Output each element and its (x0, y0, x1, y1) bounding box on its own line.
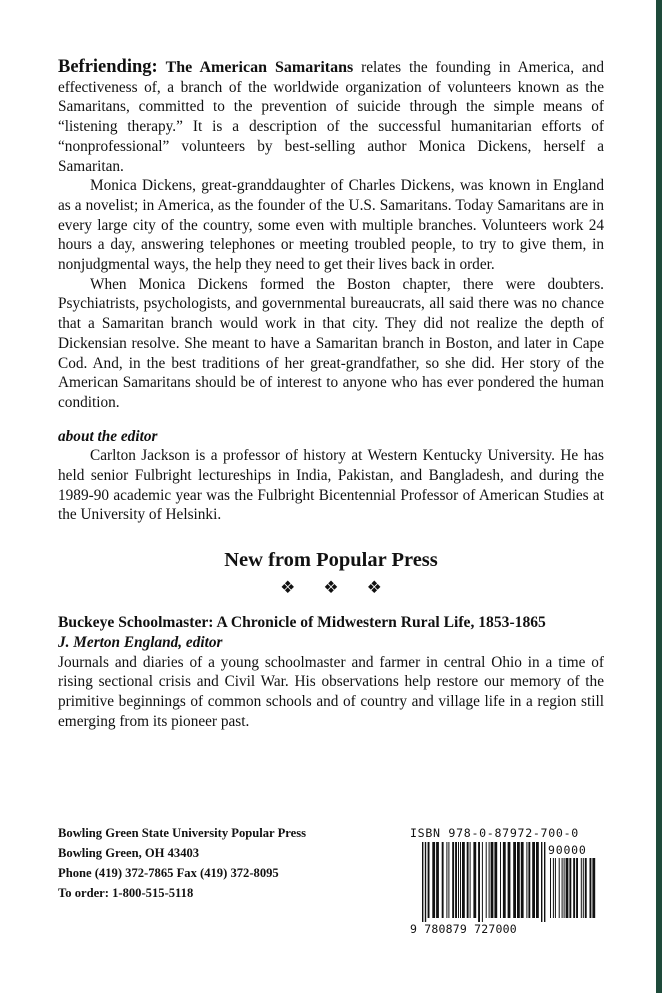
barcode-bar (517, 842, 520, 918)
barcode-bar (428, 842, 430, 918)
barcode-bar (555, 858, 556, 918)
publisher-info (58, 823, 306, 903)
barcode-bar (467, 842, 469, 918)
new-from-heading: New from Popular Press (224, 549, 438, 572)
barcode-bar (470, 842, 471, 918)
diamond-ornament-icon: ❖ (366, 578, 382, 598)
barcode-bar (478, 842, 480, 922)
barcode-bar (528, 842, 530, 918)
diamond-ornament-icon: ❖ (280, 578, 296, 598)
blurb-paragraph-3: When Monica Dickens formed the Boston chapter, there were doubters. Psychiatrists, psychologists, and governmental bureaucrats, all said there was no chance that a Samaritan branch would work in that city. They did not realize the depth of Dickensian resolve. She meant to have a Samaritan branch in Boston, and later in Cape Cod. And, in the best traditions of her great-grandfather, so she did. Her story of the American Samaritans should be of interest to anyone who has ever pondered the human condition. (58, 275, 604, 411)
lead-subtitle: The American Samaritans (165, 59, 354, 76)
spine-edge (656, 0, 662, 993)
barcode-bar (559, 858, 560, 918)
barcode-bar (482, 842, 483, 922)
book-title: Buckeye Schoolmaster: A Chronicle of Midwestern Rural Life, 1853-1865 (58, 614, 546, 632)
barcode-bar (573, 858, 575, 918)
diamond-ornament-icon: ❖ (323, 578, 339, 598)
barcode-bar (452, 842, 454, 918)
blurb-paragraph-1 (58, 58, 604, 176)
barcode-bar (473, 842, 476, 918)
barcode-bar (458, 842, 459, 918)
barcode-bar (590, 858, 592, 918)
barcode-bar (569, 858, 571, 918)
barcode-bar (486, 842, 487, 918)
publisher-order-line: To order: 1-800-515-5118 (58, 886, 194, 900)
barcode-bar (532, 842, 535, 918)
barcode-bar (500, 842, 501, 918)
barcode-bar (536, 842, 539, 918)
barcode-bar (576, 858, 578, 918)
blurb-paragraph-1-text: relates the founding in America, and effectiveness of, a branch of the worldwide organization of volunteers known as the Samaritans, committed to the prevention of suicide through the simple means of “listening therapy.” It is a description of the successful humanitarian efforts of “nonprofessional” volunteers by best-selling author Monica Dickens, herself a Samaritan. (58, 59, 605, 175)
blurb-paragraph-2: Monica Dickens, great-granddaughter of Charles Dickens, was known in England as a novelist; in America, as the founder of the U.S. Samaritans. Today Samaritans are in every large city of the country, some even with multiple branches. Volunteers work 24 hours a day, answering telephones or meeting troubled people, to try to give them, in nonjudgmental ways, the help they need to get their lives back in order. (58, 177, 604, 274)
barcode-bar (491, 842, 494, 918)
publisher-name: Bowling Green State University Popular Press (58, 826, 307, 840)
barcode-bar (585, 858, 587, 918)
isbn-barcode (410, 826, 605, 938)
book-description: Journals and diaries of a young schoolmaster and farmer in central Ohio in a time of rising sectional crisis and Civil War. His observations help restore our memory of the primitive beginnings of common schools and of country and village life in a region still emerging from its pioneer past. (58, 653, 604, 730)
barcode-bar (455, 842, 457, 918)
barcode-bar (442, 842, 444, 918)
barcode-bar (460, 842, 461, 918)
barcode-bar (521, 842, 524, 918)
book-editor: J. Merton England, editor (58, 633, 223, 651)
barcode-bar (544, 842, 545, 922)
publisher-city: Bowling Green, OH 43403 (58, 846, 200, 860)
ornament-row (58, 577, 604, 599)
barcode-bar (581, 858, 582, 918)
barcode-bar (425, 842, 426, 922)
back-cover-content (58, 58, 604, 731)
publisher-phone-fax: Phone (419) 372-7865 Fax (419) 372-8095 (58, 866, 279, 880)
barcode-bar (564, 858, 565, 918)
about-editor-heading: about the editor (58, 427, 158, 445)
barcode-bar (489, 842, 490, 918)
barcode-bar (550, 858, 551, 918)
barcode-bar (562, 858, 563, 918)
isbn-text: ISBN 978-0-87972-700-0 (410, 826, 579, 840)
barcode-bar (422, 842, 423, 922)
barcode-bar (583, 858, 584, 918)
barcode-addon-number: 90000 (548, 843, 587, 857)
barcode-bar (513, 842, 516, 918)
barcode-bar (446, 842, 447, 918)
barcode-bar (494, 842, 497, 918)
barcode-bar (508, 842, 511, 918)
barcode-bar (436, 842, 439, 918)
barcode-bar (592, 858, 595, 918)
barcode-bar (526, 842, 527, 918)
about-editor-text: Carlton Jackson is a professor of history at Western Kentucky University. He has held senior Fulbright lectureships in India, Pakistan, and Bangladesh, and during the 1989-90 academic year was the Fulbright Bicentennial Professor of American Studies at the University of Helsinki. (58, 447, 604, 524)
lead-title: Befriending: (58, 57, 158, 77)
barcode-ean-number: 9 780879 727000 (410, 922, 517, 936)
barcode-bar (553, 858, 554, 918)
barcode-bar (566, 858, 569, 918)
barcode-bar (432, 842, 435, 918)
barcode-bar (462, 842, 465, 918)
barcode-bar (448, 842, 449, 918)
barcode-bar (503, 842, 506, 918)
barcode-bar (541, 842, 542, 922)
